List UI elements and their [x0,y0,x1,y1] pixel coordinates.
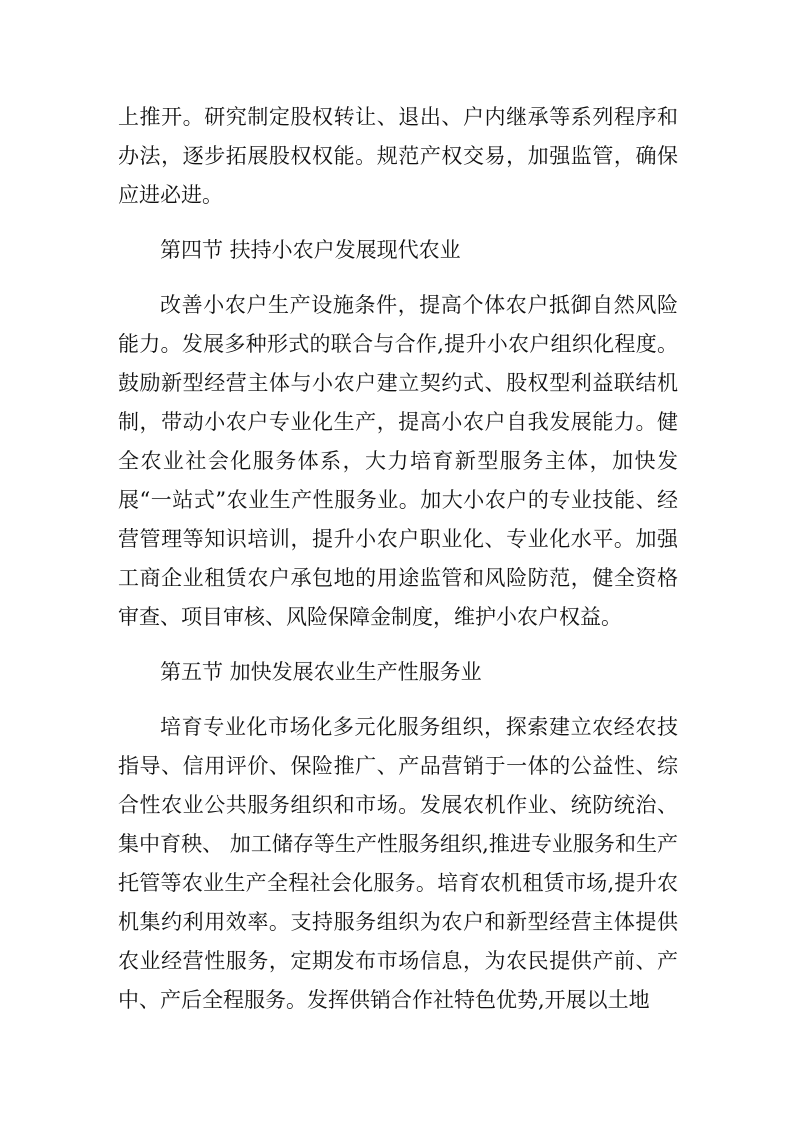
paragraph-continuation: 上推开。研究制定股权转让、退出、户内继承等系列程序和办法，逐步拓展股权权能。规范产权交易，加强监管，确保应进必进。 [118,105,678,207]
section-heading-5: 第五节 加快发展农业生产性服务业 [160,660,482,684]
paragraph-section-5-body: 培育专业化市场化多元化服务组织，探索建立农经农技指导、信用评价、保险推广、产品营销于一体的公益性、综合性农业公共服务组织和市场。发展农机作业、统防统治、集中育秧、 加工储存等生产性服务组织,推进专业服务和生产托管等农业生产全程社会化服务。培育农机租赁市场,提升农机集约利用效率。支持服务组织为农户和新型经营主体提供农业经营性服务，定期发布市场信息，为农民提供产前、产中、产后全程服务。发挥供销合作社特色优势,开展以土地 [118,715,678,1012]
paragraph-section-4-body: 改善小农户生产设施条件，提高个体农户抵御自然风险能力。发展多种形式的联合与合作,提升小农户组织化程度。鼓励新型经营主体与小农户建立契约式、股权型利益联结机制，带动小农户专业化生产，提高小农户自我发展能力。健全农业社会化服务体系，大力培育新型服务主体，加快发展“一站式”农业生产性服务业。加大小农户的专业技能、经营管理等知识培训，提升小农户职业化、专业化水平。加强工商企业租赁农户承包地的用途监管和风险防范，健全资格审查、项目审核、风险保障金制度，维护小农户权益。 [118,293,678,629]
document-page [118,98,678,1020]
section-heading-4: 第四节 扶持小农户发展现代农业 [160,238,461,262]
